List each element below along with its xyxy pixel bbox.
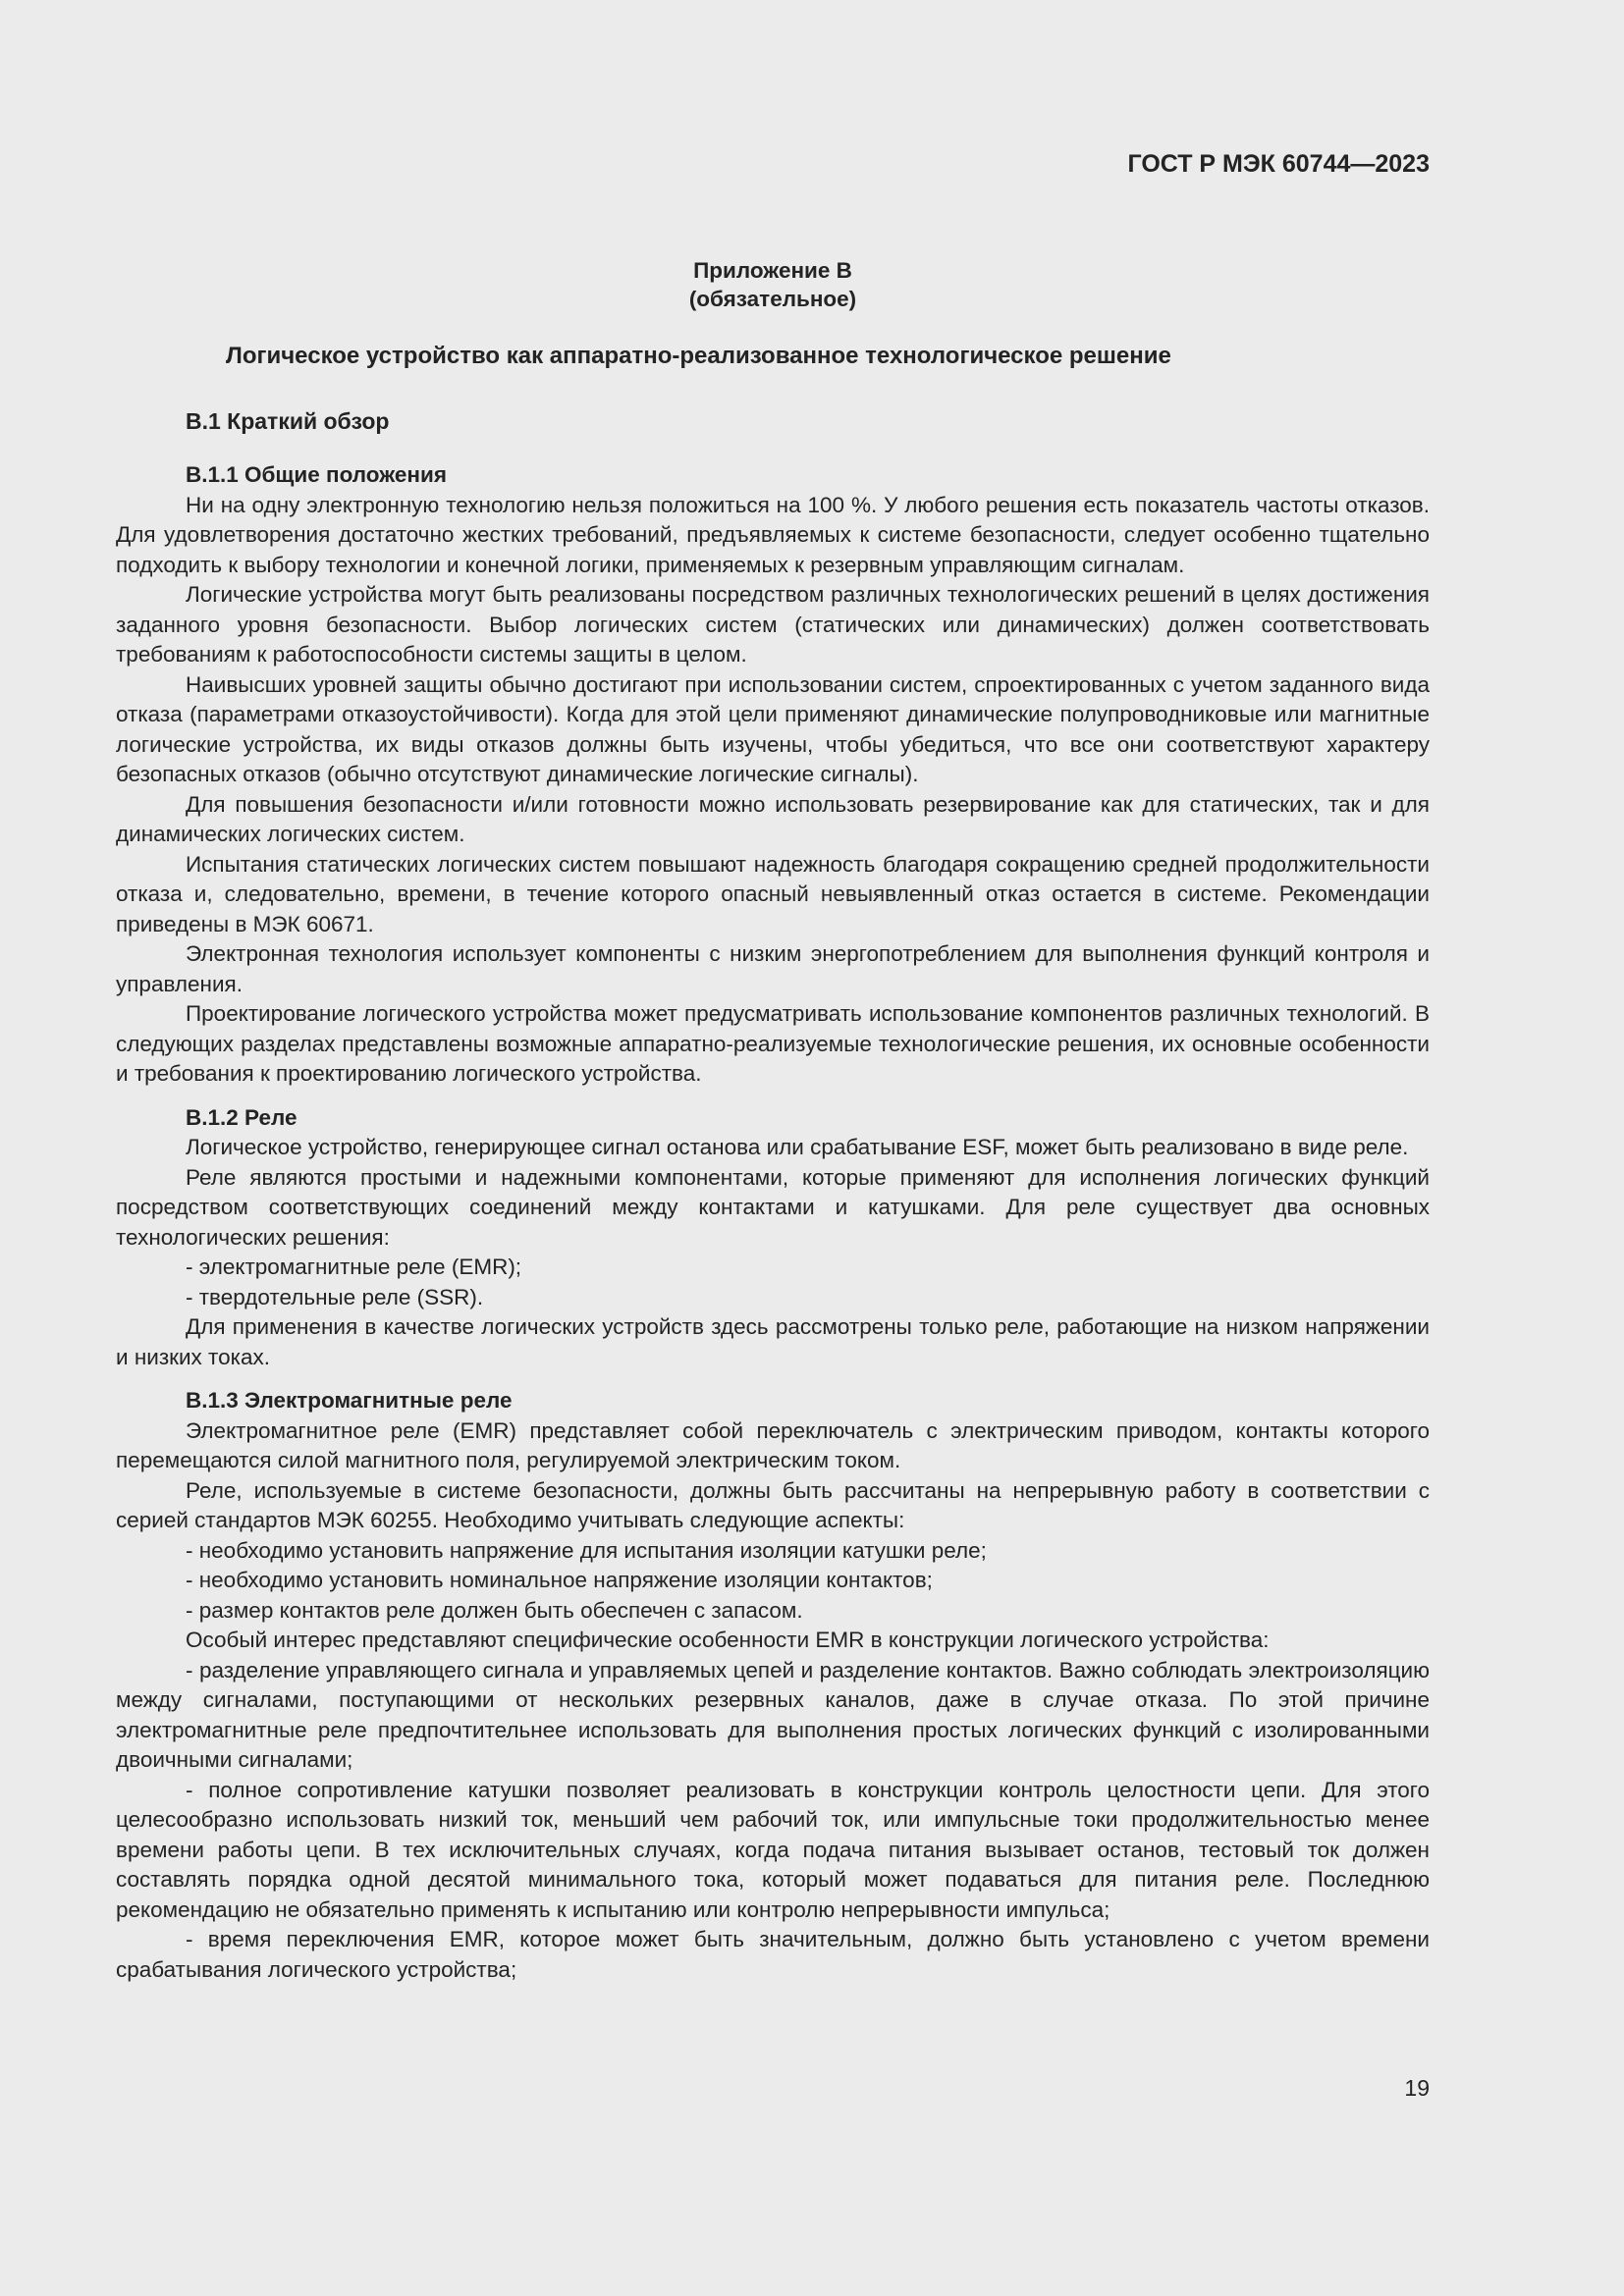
paragraph: Логические устройства могут быть реализованы посредством различных технологических решений в целях достижения заданного уровня безопасности. Выбор логических систем (статических или динамических) должен соответствовать требованиям к работоспособности системы защиты в целом. [116,582,1430,667]
list-item: - полное сопротивление катушки позволяет реализовать в конструкции контроль целостности цепи. Для этого целесообразно использовать низкий ток, меньший чем рабочий ток, или импульсные токи продолжительностью менее времени работы цепи. В тех исключительных случаях, когда подача питания вызывает останов, тестовый ток должен составлять порядка одной десятой минимального тока, который может подаваться для питания реле. Последнюю рекомендацию не обязательно применять к испытанию или контролю непрерывности импульса; [116,1777,1430,1922]
section-b1-2 [116,1103,1430,1373]
paragraph: Ни на одну электронную технологию нельзя положиться на 100 %. У любого решения есть показатель частоты отказов. Для удовлетворения достаточно жестких требований, предъявляемых к системе безопасности, следует особенно тщательно подходить к выбору технологии и конечной логики, применяемых к резервным управляющим сигналам. [116,492,1430,577]
section-b1-3 [116,1386,1430,1985]
paragraph: Для повышения безопасности и/или готовности можно использовать резервирование как для статических, так и для динамических логических систем. [116,791,1430,846]
paragraph: Проектирование логического устройства может предусматривать использование компонентов различных технологий. В следующих разделах представлены возможные аппаратно-реализуемые технологические решения, их основные особенности и требования к проектированию логического устройства. [116,1001,1430,1086]
paragraph: Реле являются простыми и надежными компонентами, которые применяют для исполнения логических функций посредством соответствующих соединений между контактами и катушками. Для реле существует два основных технологических решения: [116,1164,1430,1250]
paragraph: Реле, используемые в системе безопасности, должны быть рассчитаны на непрерывную работу в соответствии с серией стандартов МЭК 60255. Необходимо учитывать следующие аспекты: [116,1477,1430,1532]
section-b1-1 [116,460,1430,1090]
paragraph: Испытания статических логических систем повышают надежность благодаря сокращению средней продолжительности отказа и, следовательно, времени, в течение которого опасный невыявленный отказ остается в системе. Рекомендации приведены в МЭК 60671. [116,851,1430,936]
document-code: ГОСТ Р МЭК 60744—2023 [1127,150,1430,178]
paragraph: Логическое устройство, генерирующее сигнал останова или срабатывание ESF, может быть реализовано в виде реле. [186,1135,1409,1159]
page-number: 19 [1404,2075,1430,2101]
section-heading-b1-3: В.1.3 Электромагнитные реле [186,1388,513,1413]
list-item: - время переключения EMR, которое может быть значительным, должно быть установлено с учетом времени срабатывания логического устройства; [116,1927,1430,1982]
list-item: - необходимо установить напряжение для испытания изоляции катушки реле; [186,1537,987,1563]
paragraph: Наивысших уровней защиты обычно достигают при использовании систем, спроектированных с учетом заданного вида отказа (параметрами отказоустойчивости). Когда для этой цели применяют динамические полупроводниковые или магнитные логические устройства, их виды отказов должны быть изучены, чтобы убедиться, что все они соответствуют характеру безопасных отказов (обычно отсутствуют динамические логические сигналы). [116,671,1430,786]
list-item: - необходимо установить номинальное напряжение изоляции контактов; [186,1568,933,1592]
paragraph: Особый интерес представляют специфические особенности EMR в конструкции логического устройства: [186,1628,1270,1652]
list-item: - размер контактов реле должен быть обеспечен с запасом. [186,1597,803,1623]
appendix-title: Логическое устройство как аппаратно-реализованное технологическое решение [226,343,1171,369]
document-page [116,147,1430,1985]
section-heading-b1-1: В.1.1 Общие положения [186,462,447,487]
appendix-label: Приложение В [693,258,852,283]
section-heading-b1-2: В.1.2 Реле [186,1104,298,1130]
appendix-status: (обязательное) [688,287,857,311]
paragraph: Электронная технология использует компоненты с низким энергопотреблением для выполнения функций контроля и управления. [116,941,1430,996]
appendix-label-block [116,256,1430,313]
section-heading-b1: В.1 Краткий обзор [186,408,390,434]
list-item: - электромагнитные реле (EMR); [186,1255,522,1279]
list-item: - твердотельные реле (SSR). [186,1284,484,1309]
list-item: - разделение управляющего сигнала и управляемых цепей и разделение контактов. Важно соблюдать электроизоляцию между сигналами, поступающими от нескольких резервных каналов, даже в случае отказа. По этой причине электромагнитные реле предпочтительнее использовать для выполнения простых логических функций с изолированными двоичными сигналами; [116,1657,1430,1772]
paragraph: Для применения в качестве логических устройств здесь рассмотрены только реле, работающие на низком напряжении и низких токах. [116,1314,1430,1369]
paragraph: Электромагнитное реле (EMR) представляет собой переключатель с электрическим приводом, контакты которого перемещаются силой магнитного поля, регулируемой электрическим током. [116,1417,1430,1472]
